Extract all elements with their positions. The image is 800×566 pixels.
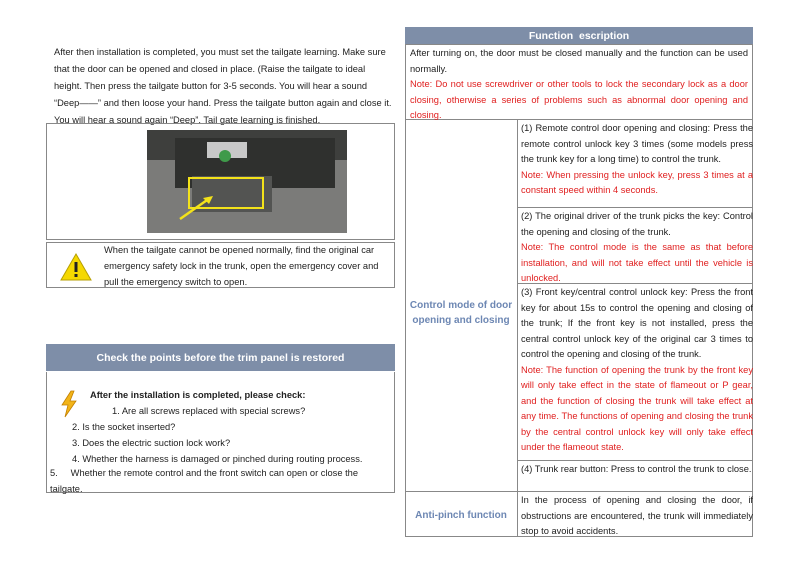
mode-3-text: (3) Front key/central control unlock key: Press the front key for about 15s to control the opening and closing of the trunk; If the front key is not installed, press the central control unlock key of the original car 3 times to control the opening and closing of the trunk. xyxy=(521,287,753,359)
check-item-5: 5. Whether the remote control and the front switch can open or close the tailgate. xyxy=(50,468,358,494)
function-description-header: Function escription xyxy=(405,27,753,44)
intro-note: Note: Do not use screwdriver or other tools to lock the secondary lock as a door closing, otherwise a series of problems such as abnormal door opening and closing. xyxy=(410,79,748,120)
mode-2-note: Note: The control mode is the same as that before installation, and will not take effect until the vehicle is unlocked. xyxy=(521,242,753,283)
check-item-4: 4. Whether the harness is damaged or pinched during routing process. xyxy=(72,454,363,464)
check-item-1: 1. Are all screws replaced with special screws? xyxy=(112,406,306,416)
check-title: After the installation is completed, please check: xyxy=(90,390,306,400)
photo-frame xyxy=(46,123,395,240)
warning-text: When the tailgate cannot be opened normally, find the original car emergency safety lock in the trunk, open the emergency cover and pull the emergency switch to open. xyxy=(104,245,379,287)
lightning-icon xyxy=(59,390,79,418)
check-item-3: 3. Does the electric suction lock work? xyxy=(72,438,231,448)
mode-1-note: Note: When pressing the unlock key, press 3 times at a constant speed within 4 seconds. xyxy=(521,169,753,195)
mode-1-text: (1) Remote control door opening and closing: Press the remote control unlock key 3 times (some models press the trunk key for a long time) to control the trunk. xyxy=(521,123,753,164)
anti-pinch-text: In the process of opening and closing the door, if obstructions are encountered, the trunk will immediately stop to avoid accidents. xyxy=(521,495,753,536)
tailgate-photo xyxy=(47,124,394,239)
check-section-header: Check the points before the trim panel is restored xyxy=(46,344,395,371)
mode-3-note: Note: The function of opening the trunk by the front key will only take effect in the state of flameout or P gear, and the function of closing the trunk will take effect at any time. The functions of opening and closing the trunk by the central control unlock key will only take effect under the flameout state. xyxy=(521,364,753,452)
warning-triangle-icon xyxy=(59,252,93,282)
mode-2-text: (2) The original driver of the trunk picks the key: Control the opening and closing of the trunk. xyxy=(521,211,753,237)
control-mode-label: Control mode of door opening and closing xyxy=(409,300,513,326)
intro-text: After turning on, the door must be closed manually and the function can be used normally. xyxy=(410,48,748,74)
check-item-2: 2. Is the socket inserted? xyxy=(72,422,176,432)
anti-pinch-label: Anti-pinch function xyxy=(415,510,507,521)
mode-4-text: (4) Trunk rear button: Press to control the trunk to close. xyxy=(521,464,752,474)
learning-instructions: After then installation is completed, you must set the tailgate learning. Make sure that the door can be opened and closed in place. (Raise the tailgate to ideal height. Then press the tailgate button for 3-5 seconds. You will hear a sound “Deep——” and then loose your hand. Press the tailgate button again and close it. You will hear a sound again “Deep”. Tail gate learning is finished. xyxy=(54,47,392,125)
